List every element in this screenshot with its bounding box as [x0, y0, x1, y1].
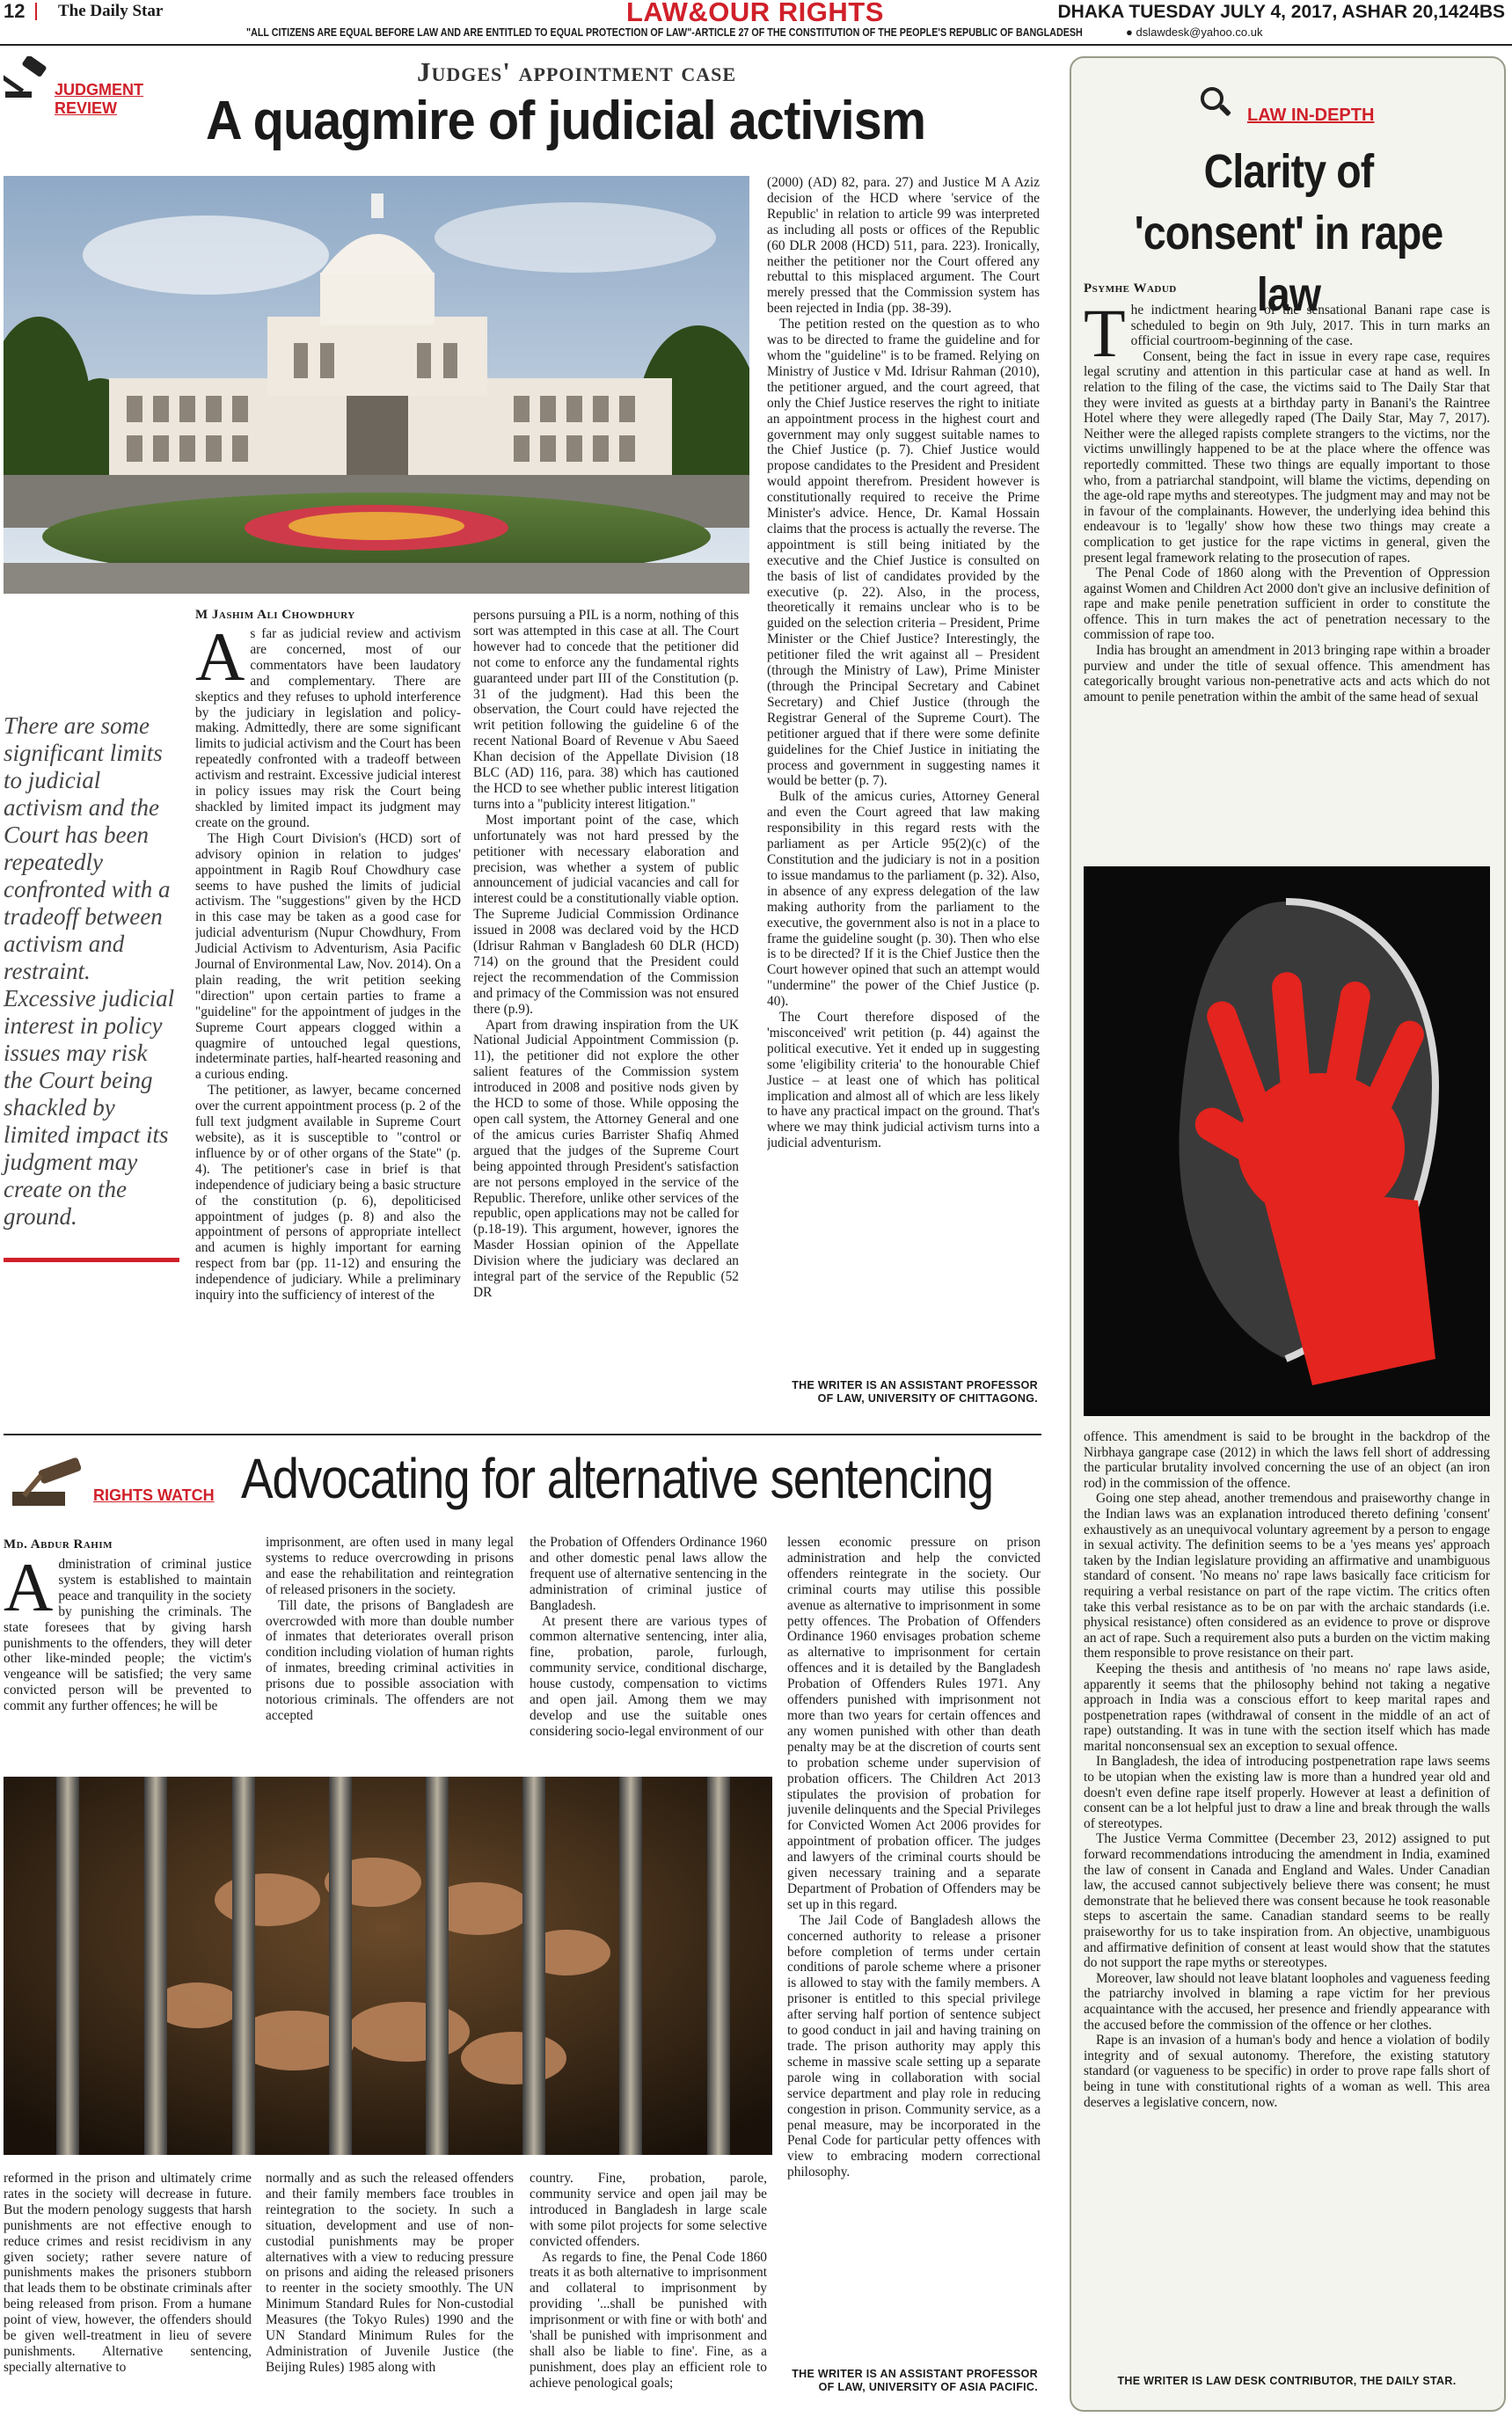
- paragraph: As regards to fine, the Penal Code 1860 treats it as both alternative to imprisonment and collateral to imprisonment by providing '...shall be punished with imprisonment or with fine or with both' and 'shall be punished with imprisonment and shall also be liable to fine'. Fine, as a punishment, does play an efficient role to achieve penological goals;: [530, 2249, 767, 2391]
- paragraph: The Justice Verma Committee (December 23, 2012) assigned to put forward recommendations introducing the amendment in India, examined the law of consent in Canada and England and Wales. Under Canadian law, the accused cannot subjectively believe there was consent; he must demonstrate that he believed there was consent because he took reasonable steps to ascertain the same. Canadian standard seems to be really praiseworthy for us to take inspiration from. An objective, unambiguous and affirmative definition of consent at least would show that the statutes do not support the rape myths or stereotypes.: [1084, 1831, 1490, 1971]
- rights-watch-label: RIGHTS WATCH: [93, 1486, 215, 1504]
- paragraph: The High Court Division's (HCD) sort of advisory opinion in relation to judges' appointment in Ragib Rouf Chowdhury case seems to have pushed the limits of judicial activism. The "suggestions" given by the HCD in this case may be taken as a good case for judicial adventurism (Nupur Chowdhury, From Judicial Activism to Adventurism, Asia Pacific Journal of Environmental Law, Nov. 2014). On a plain reading, the writ petition seeking "direction" upon certain parties to frame a "guideline" for the appointment of judges in the Supreme Court appears clogged within a quagmire of untouched legal questions, indeterminate parties, half-hearted reasoning and a curious ending.: [195, 830, 461, 1083]
- paragraph: lessen economic pressure on prison administration and help the convicted offenders reintegrate in the society. Our criminal courts may utilise this possible avenue as alternative to imprisonment in some petty offences. The Probation of Offenders Ordinance 1960 envisages probation scheme as alternative to imprisonment for certain offences and it is detailed by the Bangladesh Probation of Offenders Rules 1971. Any offenders punished with imprisonment not more than two years for certain offences and any women punished with other than death penalty may be at the discretion of courts sent to probation scheme under supervision of probation officers. The Children Act 2013 stipulates the provision of probation for juvenile delinquents and the Special Privileges for Convicted Women Act 2006 provides for appointment of probation officer. The judges and lawyers of the criminal courts should be given necessary training and a separate Department of Probation of Offenders may be set up in this regard.: [787, 1535, 1041, 1912]
- scales-icon: [4, 1451, 91, 1508]
- sentencing-col-2: [266, 1535, 514, 1761]
- magnifier-icon: [1196, 83, 1235, 121]
- paragraph: The petitioner, as lawyer, became concerned over the current appointment process (p. 2 of the full text judgment available in Supreme Court website), as it is susceptible to "control or influence by or of other organs of the State" (p. 4). The petitioner's case in brief is that independence of judiciary being a basic structure of the constitution (p. 6), depoliticised appointment of judges (p. 8) and also the appointment of persons of appropriate intellect and acumen is highly important for earning respect from bar (pp. 11-12) and ensuring the independence of judiciary. While a preliminary inquiry into the sufficiency of interest of the: [195, 1083, 461, 1303]
- paragraph: Till date, the prisons of Bangladesh are overcrowded with more than double number of inmates that deteriorates overall prison condition including violation of human rights of inmates, breeding criminal activities in prisons due to possible association with notorious criminals. The offenders are not accepted: [266, 1597, 514, 1723]
- paragraph: The petition rested on the question as to who was to be directed to frame the guideline and for whom the "guideline" is to be framed. Relying on Ministry of Justice v Md. Idrisur Rahman (2010), the petitioner argued, and the court agreed, that only the Chief Justice reserves the right to initiate an appointment process in the highest court and government may only suggest suitable names to the Chief Justice (p. 7). Chief Justice would propose candidates to the President and President would appoint therefrom. President however is constitutionally required to receive the Prime Minister's advice. Hence, Dr. Kamal Hossain claims that the process is actually the reverse. The appointment is still being initiated by the executive and the Chief Justice is consulted on the basis of list of candidates provided by the executive (p. 22). Also, in the process, theoretically it remains unclear who is to be guided on the selection criteria – President, Prime Minister or the Chief Justice? Interestingly, the petitioner filed the writ against all – President (through the Ministry of Law), Prime Minister (through the Principal Secretary and Cabinet Secretary) and Chief Justice (through the Registrar General of the Supreme Court). The petitioner argued that if there were some definite guidelines for the Chief Justice in initiating the process and government in suggesting names it would be better (p. 7).: [767, 317, 1040, 789]
- red-hand-photo: [1084, 866, 1490, 1416]
- paper-name: The Daily Star: [58, 2, 164, 20]
- paragraph: The Jail Code of Bangladesh allows the concerned authority to release a prisoner before completion of terms under certain conditions of parole scheme where a prisoner is allowed to stay with the family members. A prisoner is entitled to this special privilege after serving half portion of sentence subject to good conduct in jail and having training on trade. The prison authority may apply this scheme in massive scale setting up a separate parole wing in collaboration with social service department and play role in reducing congestion in prison. Community service, as a penal measure, may be incorporated in the Penal Code for particular petty offences with view to embracing modern correctional philosophy.: [787, 1912, 1041, 2180]
- rights-watch-tag: [4, 1451, 232, 1513]
- consent-top: [1084, 303, 1490, 862]
- section-title: LAW&OUR RIGHTS: [626, 0, 884, 27]
- sentencing-headline: Advocating for alternative sentencing: [241, 1447, 993, 1510]
- paragraph: Keeping the thesis and antithesis of 'no means no' rape laws aside, apparently it seems that the philosophy behind not taking a negative approach in India was a conscious effort to keep marital rapes and postpenetration rapes (withdrawal of consent in the middle of an act of rape) outstanding. It was in tune with the section itself which has made marital nonconsensual sex an exception to sexual offence.: [1084, 1661, 1490, 1754]
- paragraph: (2000) (AD) 82, para. 27) and Justice M A Aziz decision of the HCD where 'service of the Republic' in relation to article 99 was interpreted as including all posts or offices of the Republic (60 DLR 2008 (HCD) 511, para. 223). Ironically, neither the petitioner nor the Court offered any rebuttal to this misplaced argument. The Court merely pressed that the Commission system has been rejected in India (pp. 38-39).: [767, 175, 1040, 317]
- sentencing-bottom-2: [266, 2171, 514, 2410]
- high-court-photo: [4, 176, 749, 594]
- paragraph: Going one step ahead, another tremendous and praiseworthy change in the Indian laws was an explanation introduced thereto defining 'consent' exhaustively as an unequivocal voluntary agreement by a person to engage in sexual activity. The definition seems to be a 'yes means yes' approach taken by the Indian legislature providing an affirmative and unambiguous standard of consent. 'No means no' rape laws basically face criticism for requiring a verbal resistance on part of the rape victim. The critics often take this verbal resistance as to be on par with the archaic standards (i.e. physical resistance) often considered as an evidence to prove or disprove an act of rape. Such a requirement also puts a burden on the victim making them responsible to prove resistance on their part.: [1084, 1491, 1490, 1661]
- paragraph: persons pursuing a PIL is a norm, nothing of this sort was attempted in this case at all. The Court however had to concede that the petitioner did not come to enforce any the fundamental rights guaranteed under part III of the Constitution (p. 31 of the judgment). Had this been the observation, the Court could have rejected the writ petition following the guideline 6 of the recent National Board of Revenue v Abu Saeed Khan decision of the Appellate Division (18 BLC (AD) 116, para. 38) which has cautioned the HCD to see whether public interest litigation turns into a "publicity interest litigation.": [473, 608, 739, 812]
- paragraph: As far as judicial review and activism are concerned, most of our commentators have been laudatory and complementary. There are skeptics and they refuses to uphold interference by the judiciary in legislation and policy-making. Admittedly, there are some significant limits to judicial activism and the Court has been repeatedly confronted with a tradeoff between activism and restraint. Excessive judicial interest in policy issues may risk the Court being shackled by limited impact its judgment may create on the ground.: [195, 626, 461, 830]
- judgment-col-2: [473, 608, 739, 1422]
- sentencing-bottom-1: [4, 2171, 252, 2410]
- paragraph: In Bangladesh, the idea of introducing postpenetration rape laws seems to be utopian when the existing law is more than a hundred year old and doesn't even define rape itself properly. However at least a definition of consent can be a lot helpful just to draw a line and break through the walls of stereotypes.: [1084, 1754, 1490, 1831]
- paragraph: Most important point of the case, which unfortunately was not hard pressed by the petitioner with necessary elaboration and precision, was whether a system of public announcement of judicial vacancies and call for interest could be a constitutionally viable option. The Supreme Judicial Commission Ordinance issued in 2008 was declared void by the HCD (Idrisur Rahman v Bangladesh 60 DLR (HCD) 714) on the ground that the President could reject the recommendation of the Commission and primacy of the Commission was not ensured there (p.9).: [473, 812, 739, 1017]
- judgment-pullquote: There are some significant limits to judicial activism and the Court has been repeatedly confronted with a tradeoff between activism and restraint. Excessive judicial interest in policy issues may risk the Court being shackled by limited impact its judgment may create on the ground.: [4, 712, 175, 1230]
- paragraph: The Court therefore disposed of the 'misconceived' writ petition (p. 44) against the political executive. Yet it ended up in suggesting some 'eligibility criteria' to the honourable Chief Justice – at least one of which has political implication and almost all of which are less likely to have any practical impact on the ground. That's where we may think judicial activism turns into a judicial adventurism.: [767, 1010, 1040, 1151]
- consent-byline: Psymhe Wadud: [1084, 281, 1177, 296]
- judgment-col-1: [195, 626, 461, 1422]
- paragraph: Bulk of the amicus curies, Attorney General and even the Court agreed that law making responsibility in this regard rests with the parliament as per Article 95(2)(c) of the Constitution and the judiciary is not in a position to issue mandamus to the parliament (p. 32). Also, in absence of any express delegation of the law making authority from the parliament to the executive, the government also is not in a place to frame the guideline sought (p. 30). Then who else is to be directed? If it is the Chief Justice then the Court however opined that such an attempt would "undermine" the power of the Chief Justice (p. 40).: [767, 789, 1040, 1010]
- paragraph: Consent, being the fact in issue in every rape case, requires legal scrutiny and attention in this particular case at hand as well. In relation to the filing of the case, the victims said to The Daily Star that they were invited as guests at a birthday party in Banani's the Raintree Hotel where they were allegedly raped (The Daily Star, May 7, 2017). Neither were the alleged rapists complete strangers to the victims, nor the victims unwillingly happened to be at the place where the offence was reportedly committed. These two things are equally important to those who, from a patriarchal standpoint, will blame the victims, depending on the age-old rape myths and stereotypes. The judgment may and may not be in favour of the complainants. However, the underlying idea behind this endeavour is to 'legally' show how these two things may create a complication to get justice for the rape victims in general, given the present legal framework relating to the prosecution of rapes.: [1084, 348, 1490, 566]
- bullet-icon: ●: [1126, 26, 1136, 39]
- consent-headline: Clarity of 'consent' in rape law: [1134, 145, 1443, 321]
- judgment-signoff: THE WRITER IS AN ASSISTANT PROFESSOR OF LAW, UNIVERSITY OF CHITTAGONG.: [792, 1379, 1038, 1405]
- consent-signoff: THE WRITER IS LAW DESK CONTRIBUTOR, THE DAILY STAR.: [1117, 2375, 1457, 2387]
- judgment-review-label: JUDGMENT REVIEW: [55, 81, 144, 117]
- constitution-quote: "ALL CITIZENS ARE EQUAL BEFORE LAW AND ARE ENTITLED TO EQUAL PROTECTION OF LAW"-ARTICLE 27 OF THE CONSTITUTION OF THE PEOPLE'S REPUBLIC OF BANGLADESH: [246, 26, 1083, 39]
- paragraph: normally and as such the released offenders and their family members face troubles in reintegration to the society. In such a situation, development and use of non-custodial punishments may be proper alternatives with a view to reducing pressure on prisons and aiding the released prisoners to reenter in the society smoothly. The UN Minimum Standard Rules for Non-custodial Measures (the Tokyo Rules) 1990 and the UN Standard Minimum Rules for the Administration of Juvenile Justice (the Beijing Rules) 1985 along with: [266, 2171, 514, 2375]
- sentencing-byline: Md. Abdur Rahim: [4, 1537, 113, 1552]
- sentencing-bottom-3: [530, 2171, 767, 2410]
- sentencing-col-3: [530, 1535, 767, 1761]
- paragraph: offence. This amendment is said to be brought in the backdrop of the Nirbhaya gangrape case (2012) in which the laws fell short of addressing the particular brutality involved concerning the use of an object (an iron rod) in the commission of the offence.: [1084, 1429, 1490, 1491]
- gavel-icon: [4, 56, 53, 102]
- paragraph: reformed in the prison and ultimately crime rates in the society will decrease in future. But the modern penology suggests that harsh punishments are not effective enough to reduce crimes and resist recidivism in any given society; rather severe nature of punishments makes the prisoners stubborn that leads them to be obstinate criminals after being released from prison. From a humane point of view, however, the offenders should be given well-treatment in lieu of severe punishments. Alternative sentencing, specially alternative to: [4, 2171, 252, 2375]
- judgment-col-3: [767, 175, 1040, 1371]
- sentencing-col-1: [4, 1557, 252, 1761]
- pullquote-rule: [4, 1258, 179, 1262]
- judgment-kicker: Judges' appointment case: [417, 56, 737, 87]
- paragraph: the Probation of Offenders Ordinance 1960 and other domestic penal laws allow the frequent use of alternative sentencing in the administration of criminal justice of Bangladesh.: [530, 1535, 767, 1613]
- prison-bars-photo: [4, 1777, 772, 2155]
- date-line: DHAKA TUESDAY JULY 4, 2017, ASHAR 20,1424BS: [1057, 2, 1505, 22]
- judgment-review-tag: [4, 56, 197, 117]
- page-number: 12: [4, 0, 26, 22]
- sentencing-col-4: [787, 1535, 1041, 2392]
- paragraph: Apart from drawing inspiration from the UK National Judicial Appointment Commission (p. 11), the petitioner did not explore the other salient features of the Commission system introduced in 2008 and positive nods given by the HCD to some of those. While opposing the open call system, the Attorney General and one of the amicus curies Barrister Shafiq Ahmed argued that the judges of the Supreme Court being appointed through President's satisfaction are not persons employed in the service of the Republic. Therefore, unlike other services of the republic, open applications may not be called for (p.18-19). This argument, however, ignores the Masder Hossian opinion of the Appellate Division where the judiciary was declared an integral part of the service of the Republic (52 DR: [473, 1017, 739, 1300]
- paragraph: The indictment hearing of the sensational Banani rape case is scheduled to begin on 9th July, 2017. This in turn marks an official courtroom-beginning of the case.: [1084, 303, 1490, 371]
- law-in-depth-tag: [1196, 91, 1390, 127]
- masthead-rule: [0, 44, 1512, 46]
- judgment-byline: M Jashim Ali Chowdhury: [195, 608, 355, 622]
- paragraph: The Penal Code of 1860 along with the Prevention of Oppression against Women and Children Act 2000 don't give an inclusive definition of rape and make penile penetration sufficient in order to constitute the offence. This in turn makes the act of penetration necessary to the commission of rape too.: [1084, 566, 1490, 643]
- paragraph: India has brought an amendment in 2013 bringing rape within a broader purview and under the title of sexual offence. This amendment has categorically brought various non-penetrative acts and acts which do not amount to penile penetration within the ambit of the same head of sexual: [1084, 643, 1490, 705]
- law-in-depth-label: LAW IN-DEPTH: [1247, 106, 1375, 125]
- paragraph: Rape is an invasion of a human's body and hence a violation of bodily integrity and of sexual autonomy. Therefore, the existing statutory standard (or vagueness to be specific) in order to prove rape falls short of being in tune with constitutional rights of a woman as well. This area deserves a legislative concern, now.: [1084, 2033, 1490, 2110]
- sentencing-signoff: THE WRITER IS AN ASSISTANT PROFESSOR OF LAW, UNIVERSITY OF ASIA PACIFIC.: [792, 2368, 1038, 2393]
- paragraph: Moreover, law should not leave blatant loopholes and vagueness feeding the patriarchy involved in blaming a rape victim for her previous acquaintance with the accused, her presence and friendly appearance with the accused before the commission of the offence or her clothes.: [1084, 1970, 1490, 2033]
- desk-email[interactable]: dslawdesk@yahoo.co.uk: [1136, 26, 1263, 39]
- section-divider: [4, 1434, 1041, 1435]
- paragraph: At present there are various types of common alternative sentencing, inter alia, fine, probation, parole, furlough, community service, conditional discharge, house custody, compensation to victims and open jail. Among them we may develop and use the suitable ones considering socio-legal environment of our: [530, 1613, 767, 1739]
- masthead-divider: [35, 3, 37, 20]
- consent-bottom: [1084, 1429, 1490, 2362]
- judgment-headline: A quagmire of judicial activism: [206, 91, 926, 151]
- paragraph: Administration of criminal justice system is established to maintain peace and tranquility in the society by punishing the criminals. The state foresees that by giving harsh punishments to the offenders, they will deter other like-minded people; the victim's vengeance will be satisfied; the very same convicted person will be prevented to commit any further offences; he will be: [4, 1557, 252, 1714]
- paragraph: country. Fine, probation, parole, community service and open jail may be introduced in Bangladesh in large scale with some pilot projects for some selective convicted offenders.: [530, 2171, 767, 2249]
- email-row: [1126, 26, 1262, 39]
- paragraph: imprisonment, are often used in many legal systems to reduce overcrowding in prisons and ease the rehabilitation and reintegration of released prisoners in the society.: [266, 1535, 514, 1597]
- masthead: [0, 0, 1512, 49]
